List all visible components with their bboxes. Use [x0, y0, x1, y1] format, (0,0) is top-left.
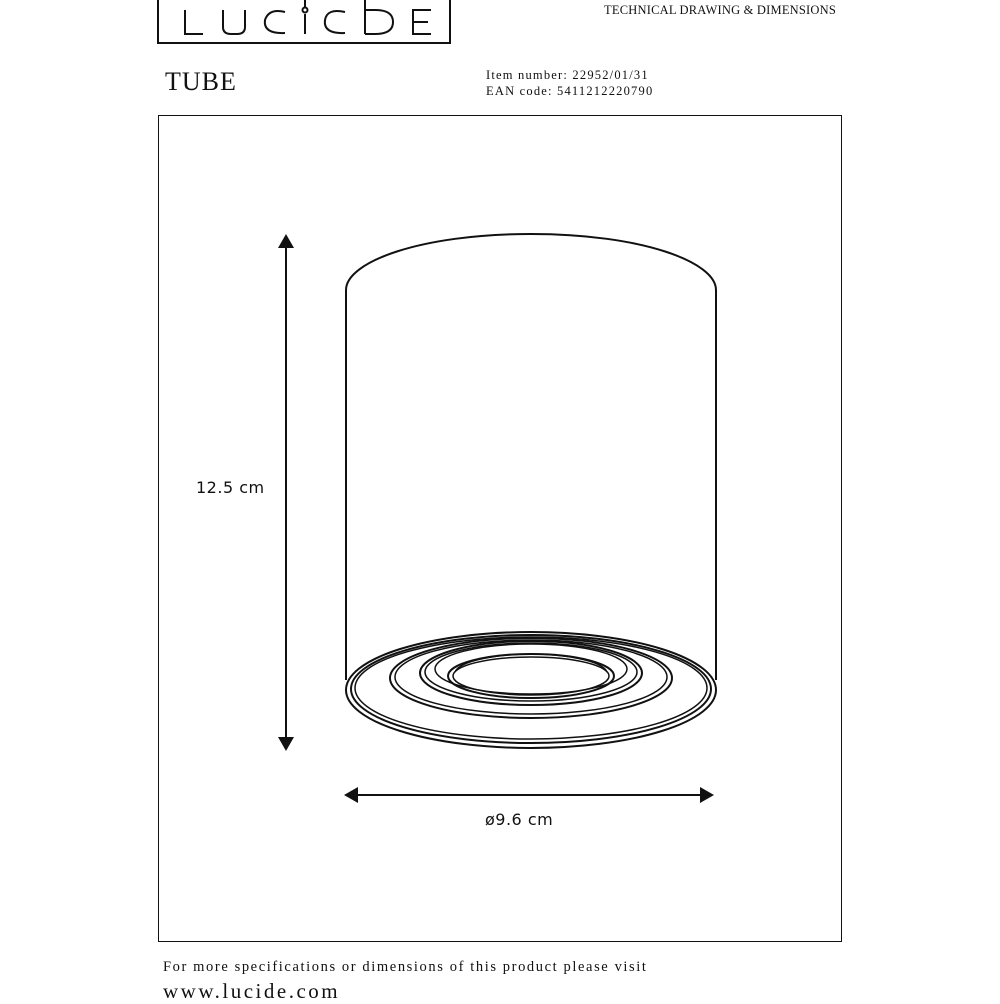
- bottom-trim-rings: [346, 632, 716, 748]
- diameter-dimension-line: [344, 787, 714, 803]
- arrow-right-icon: [700, 787, 714, 803]
- height-label: 12.5 cm: [196, 478, 265, 497]
- ean-code: EAN code: 5411212220790: [486, 84, 654, 98]
- item-number: Item number: 22952/01/31: [486, 68, 649, 82]
- document-type: TECHNICAL DRAWING & DIMENSIONS: [604, 3, 836, 17]
- diameter-label: ø9.6 cm: [485, 810, 554, 829]
- arrow-left-icon: [344, 787, 358, 803]
- website-link[interactable]: www.lucide.com: [163, 979, 341, 1003]
- cylinder-body: [346, 234, 716, 680]
- arrow-down-icon: [278, 737, 294, 751]
- height-dimension-line: [278, 234, 294, 751]
- product-name: TUBE: [165, 67, 237, 96]
- arrow-up-icon: [278, 234, 294, 248]
- footer-note: For more specifications or dimensions of this product please visit: [163, 959, 648, 975]
